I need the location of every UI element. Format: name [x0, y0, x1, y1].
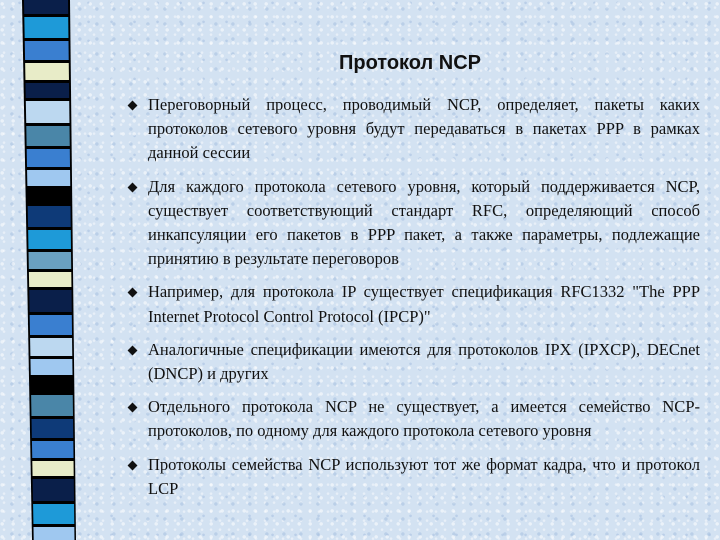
- bullet-text: Переговорный процесс, проводимый NCP, определяет, пакеты каких протоколов сетевого уровня будут передаваться в пакетах PPP в рамках данной сессии: [148, 95, 700, 163]
- strip-segment: [27, 149, 70, 167]
- strip-segment: [28, 230, 71, 249]
- diamond-bullet-icon: [128, 182, 138, 192]
- strip-segment: [27, 170, 70, 186]
- diamond-bullet-icon: [128, 403, 138, 413]
- strip-segment: [33, 527, 74, 540]
- strip-segment: [29, 290, 72, 312]
- strip-segment: [26, 126, 69, 146]
- diamond-bullet-icon: [128, 460, 138, 470]
- bullet-item: [128, 453, 700, 501]
- bullet-text: Аналогичные спецификации имеются для протоколов IPX (IPXCP), DECnet (DNCP) и других: [148, 339, 700, 384]
- strip-segment: [25, 83, 69, 98]
- strip-segment: [32, 461, 73, 476]
- bullet-item: [128, 175, 700, 272]
- strip-segment: [30, 359, 72, 375]
- bullet-text: Например, для протокола IP существует спецификация RFC1332 "The PPP Internet Protocol Control Protocol (IPCP)": [148, 282, 700, 326]
- strip-segment: [32, 441, 74, 458]
- bullet-text: Для каждого протокола сетевого уровня, который поддерживается NCP, существует соответствующий стандарт RFC, определяющий способ инкапсуляции его пакетов в PPP пакет, а также параметры, подлежащие принятию в результате переговоров: [148, 176, 700, 269]
- side-strip-graphic: [0, 0, 86, 540]
- bullet-item: [128, 338, 700, 386]
- strip-segment: [26, 101, 70, 123]
- bullet-item: [128, 395, 700, 443]
- strip-segment: [27, 189, 70, 203]
- strip-segment: [33, 504, 74, 524]
- strip-segment: [28, 206, 71, 227]
- strip-segment: [30, 315, 72, 335]
- slide-title: Протокол NCP: [338, 52, 481, 74]
- strip-segment: [33, 479, 74, 501]
- bullet-item: [128, 280, 700, 328]
- strip-segment: [30, 338, 72, 356]
- diamond-bullet-icon: [128, 101, 138, 111]
- strip-segment: [25, 41, 69, 60]
- strip-segment: [29, 252, 72, 269]
- bullet-item: [128, 93, 700, 166]
- bullet-text: Протоколы семейства NCP используют тот же формат кадра, что и протокол LCP: [148, 454, 700, 498]
- strip-segment: [31, 378, 73, 392]
- strip-segment: [25, 63, 69, 80]
- strip-segment: [32, 419, 74, 438]
- diamond-bullet-icon: [128, 288, 138, 298]
- bullet-text: Отдельного протокола NCP не существует, а имеется семейство NCP-протоколов, по одному для каждого протокола сетевого уровня: [148, 397, 700, 441]
- strip-segment: [24, 0, 68, 14]
- bullet-list: [128, 93, 700, 510]
- strip-segment: [31, 395, 73, 416]
- strip-segment: [29, 272, 72, 287]
- diamond-bullet-icon: [128, 345, 138, 355]
- decorative-side-strip: [0, 0, 86, 540]
- strip-segment: [24, 17, 68, 38]
